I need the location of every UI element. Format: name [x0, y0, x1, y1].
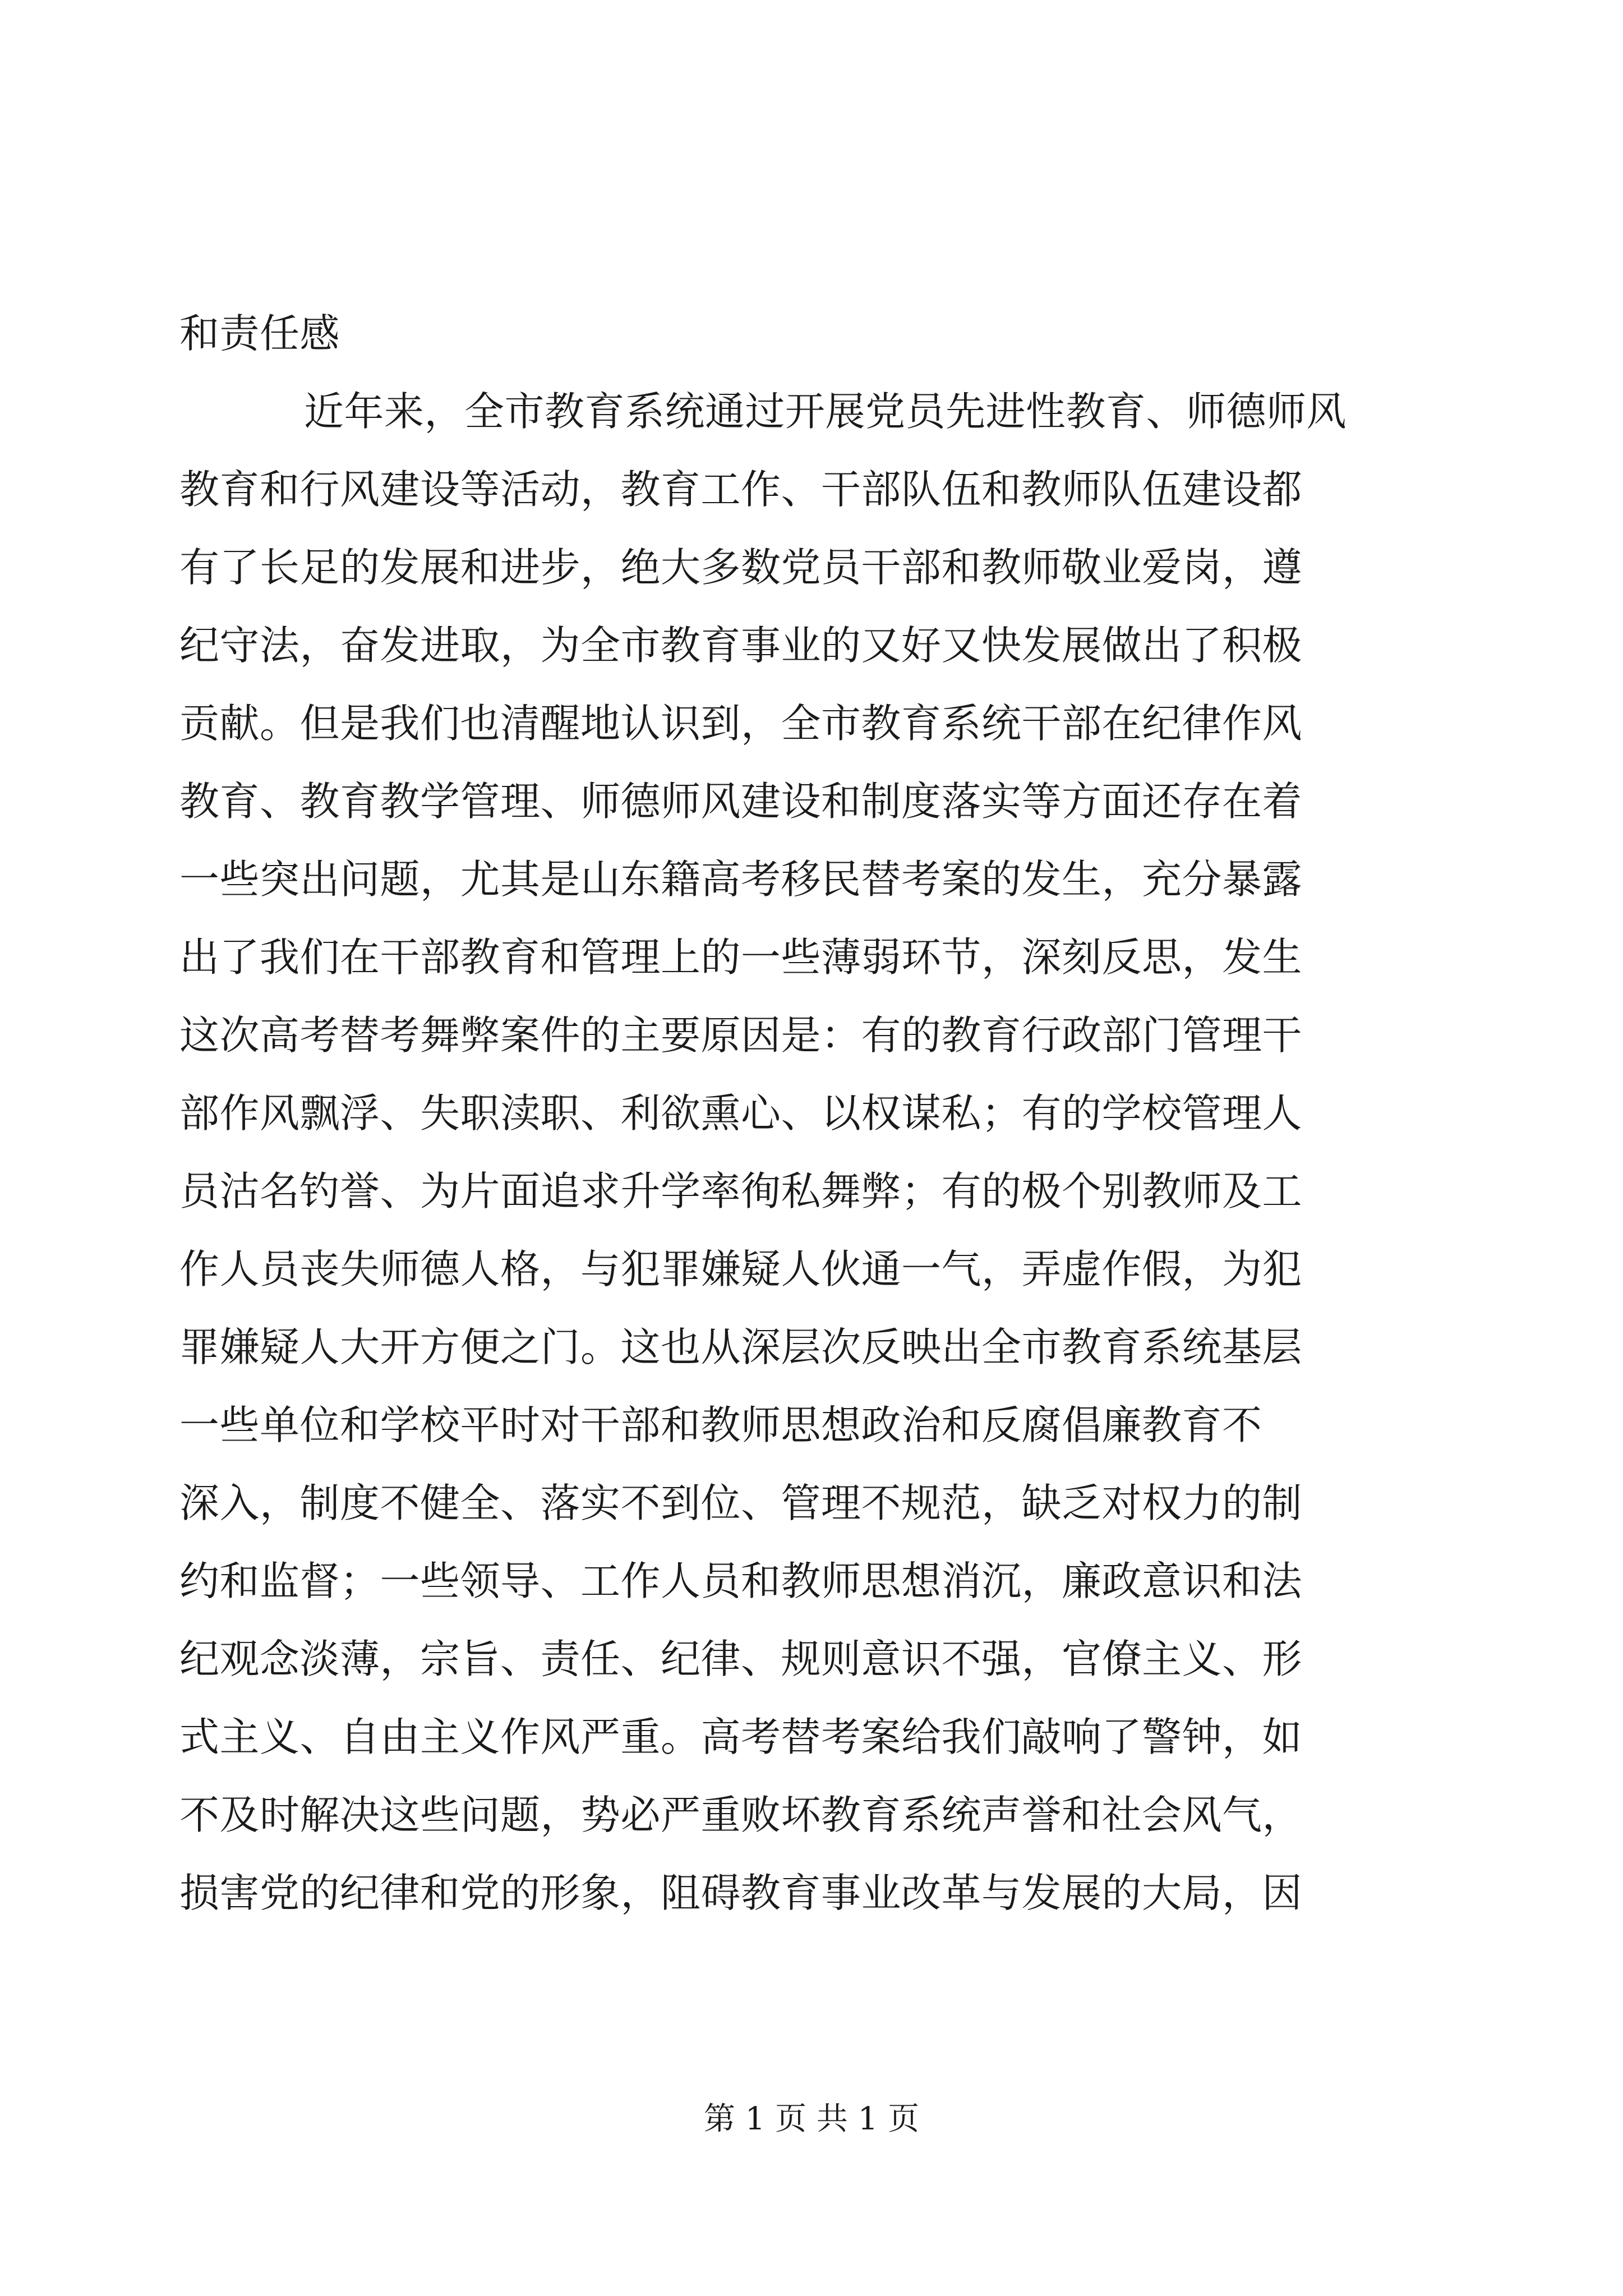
text-line: 部作风飘浮、失职渎职、利欲熏心、以权谋私；有的学校管理人	[179, 1090, 1303, 1137]
text-line: 和责任感	[179, 310, 340, 357]
text-line: 这次高考替考舞弊案件的主要原因是：有的教育行政部门管理干	[179, 1012, 1303, 1059]
text-line: 教育、教育教学管理、师德师风建设和制度落实等方面还存在着	[179, 778, 1303, 825]
text-line: 员沽名钓誉、为片面追求升学率徇私舞弊；有的极个别教师及工	[179, 1168, 1303, 1214]
text-line: 一些单位和学校平时对干部和教师思想政治和反腐倡廉教育不	[179, 1402, 1262, 1448]
text-line: 作人员丧失师德人格，与犯罪嫌疑人伙通一气，弄虚作假，为犯	[179, 1246, 1303, 1292]
text-line: 出了我们在干部教育和管理上的一些薄弱环节，深刻反思，发生	[179, 934, 1303, 981]
text-line: 损害党的纪律和党的形象，阻碍教育事业改革与发展的大局，因	[179, 1870, 1303, 1916]
text-line: 式主义、自由主义作风严重。高考替考案给我们敲响了警钟，如	[179, 1714, 1303, 1760]
text-line: 纪观念淡薄，宗旨、责任、纪律、规则意识不强，官僚主义、形	[179, 1636, 1303, 1682]
text-line: 有了长足的发展和进步，绝大多数党员干部和教师敬业爱岗，遵	[179, 544, 1303, 591]
text-line: 纪守法，奋发进取，为全市教育事业的又好又快发展做出了积极	[179, 622, 1303, 669]
text-line: 不及时解决这些问题，势必严重败坏教育系统声誉和社会风气，	[179, 1792, 1303, 1838]
text-line: 贡献。但是我们也清醒地认识到，全市教育系统干部在纪律作风	[179, 700, 1303, 747]
page-number-footer: 第 1 页 共 1 页	[703, 2101, 920, 2137]
text-line: 罪嫌疑人大开方便之门。这也从深层次反映出全市教育系统基层	[179, 1324, 1303, 1370]
paragraph-first-line: 近年来，全市教育系统通过开展党员先进性教育、师德师风	[304, 388, 1347, 435]
text-line: 深入，制度不健全、落实不到位、管理不规范，缺乏对权力的制	[179, 1480, 1303, 1526]
text-line: 一些突出问题，尤其是山东籍高考移民替考案的发生，充分暴露	[179, 856, 1303, 903]
text-line: 教育和行风建设等活动，教育工作、干部队伍和教师队伍建设都	[179, 466, 1303, 513]
text-line: 约和监督；一些领导、工作人员和教师思想消沉，廉政意识和法	[179, 1558, 1303, 1604]
